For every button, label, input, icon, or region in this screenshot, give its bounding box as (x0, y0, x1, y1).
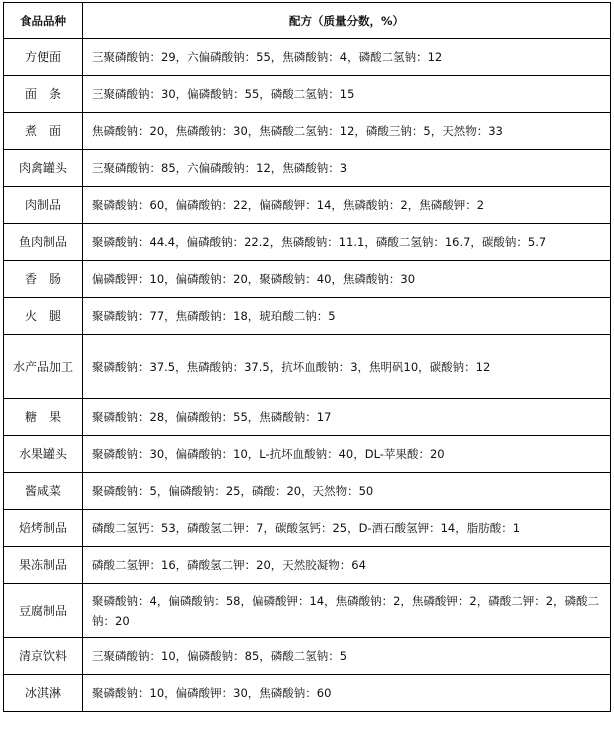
formula-cell: 聚磷酸钠：4，偏磷酸钠：58，偏磷酸钾：14，焦磷酸钠：2，焦磷酸钾：2，磷酸二钾：2，磷酸二钠：20 (83, 584, 611, 638)
table-row (4, 584, 611, 638)
formula-cell: 三聚磷酸钠：30，偏磷酸钠：55，磷酸二氢钠：15 (83, 76, 611, 113)
food-cell: 肉禽罐头 (4, 150, 83, 187)
header-food: 食品品种 (4, 3, 83, 39)
food-cell: 水产品加工 (4, 335, 83, 399)
table-row (4, 224, 611, 261)
formula-cell: 聚磷酸钠：10，偏磷酸钾：30，焦磷酸钠：60 (83, 675, 611, 712)
table-row (4, 399, 611, 436)
formula-cell: 磷酸二氢钾：16，磷酸氢二钾：20，天然胶凝物：64 (83, 547, 611, 584)
formula-cell: 偏磷酸钾：10，偏磷酸钠：20，聚磷酸钠：40，焦磷酸钠：30 (83, 261, 611, 298)
formula-cell: 聚磷酸钠：44.4，偏磷酸钠：22.2，焦磷酸钠：11.1，磷酸二氢钠：16.7，碳酸钠：5.7 (83, 224, 611, 261)
formula-cell: 聚磷酸钠：77，焦磷酸钠：18，琥珀酸二钠：5 (83, 298, 611, 335)
food-cell: 面 条 (4, 76, 83, 113)
formula-table (3, 2, 611, 712)
table-header-row (4, 3, 611, 39)
food-cell: 肉制品 (4, 187, 83, 224)
food-cell: 方便面 (4, 39, 83, 76)
table-row (4, 510, 611, 547)
food-cell: 香 肠 (4, 261, 83, 298)
table-row (4, 473, 611, 510)
table-row (4, 675, 611, 712)
formula-cell: 聚磷酸钠：60，偏磷酸钠：22，偏磷酸钾：14，焦磷酸钠：2，焦磷酸钾：2 (83, 187, 611, 224)
formula-cell: 聚磷酸钠：30，偏磷酸钠：10，L-抗坏血酸钠：40，DL-苹果酸：20 (83, 436, 611, 473)
table-row (4, 39, 611, 76)
food-cell: 糖 果 (4, 399, 83, 436)
food-cell: 煮 面 (4, 113, 83, 150)
table-row (4, 150, 611, 187)
food-cell: 火 腿 (4, 298, 83, 335)
table-row (4, 113, 611, 150)
table-row (4, 436, 611, 473)
food-cell: 清京饮料 (4, 638, 83, 675)
formula-cell: 焦磷酸钠：20，焦磷酸钠：30，焦磷酸二氢钠：12，磷酸三钠：5，天然物：33 (83, 113, 611, 150)
table-row (4, 547, 611, 584)
formula-cell: 聚磷酸钠：37.5，焦磷酸钠：37.5，抗坏血酸钠：3，焦明矾10，碳酸钠：12 (83, 335, 611, 399)
food-cell: 水果罐头 (4, 436, 83, 473)
food-cell: 焙烤制品 (4, 510, 83, 547)
table-row (4, 298, 611, 335)
table-row (4, 261, 611, 298)
formula-cell: 聚磷酸钠：5，偏磷酸钠：25，磷酸：20，天然物：50 (83, 473, 611, 510)
food-cell: 果冻制品 (4, 547, 83, 584)
food-cell: 冰淇淋 (4, 675, 83, 712)
formula-cell: 三聚磷酸钠：10，偏磷酸钠：85，磷酸二氢钠：5 (83, 638, 611, 675)
table-row (4, 335, 611, 399)
formula-cell: 三聚磷酸钠：85，六偏磷酸钠：12，焦磷酸钠：3 (83, 150, 611, 187)
formula-cell: 磷酸二氢钙：53，磷酸氢二钾：7，碳酸氢钙：25，D-酒石酸氢钾：14，脂肪酸：1 (83, 510, 611, 547)
food-cell: 豆腐制品 (4, 584, 83, 638)
table-row (4, 187, 611, 224)
formula-cell: 聚磷酸钠：28，偏磷酸钠：55，焦磷酸钠：17 (83, 399, 611, 436)
food-cell: 鱼肉制品 (4, 224, 83, 261)
table-row (4, 638, 611, 675)
header-formula: 配方（质量分数，%） (83, 3, 611, 39)
formula-cell: 三聚磷酸钠：29，六偏磷酸钠：55，焦磷酸钠：4，磷酸二氢钠：12 (83, 39, 611, 76)
table-row (4, 76, 611, 113)
food-cell: 酱咸菜 (4, 473, 83, 510)
